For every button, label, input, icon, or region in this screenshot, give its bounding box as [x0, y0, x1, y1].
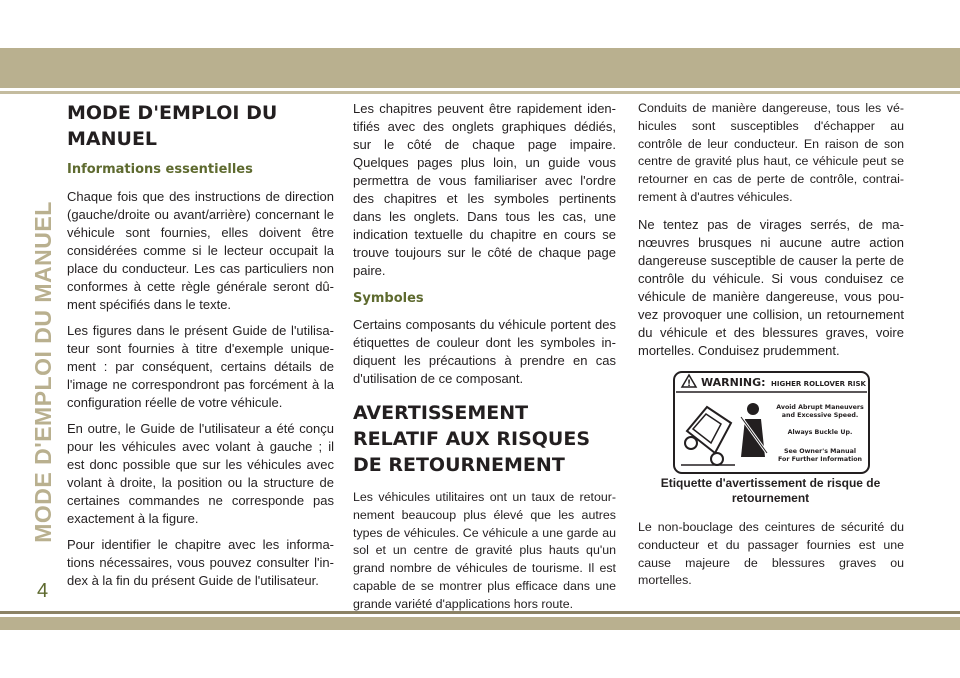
warning-label-line: Always Buckle Up. — [787, 429, 853, 436]
paragraph: Les véhicules utilitaires ont un taux de retour-nement beaucoup plus élevé que les autres types de véhicules. Ce véhicule a une garde au sol et un centre de gravité plus hauts qu'un grand nombre de véhicules de tourisme. Il est capable de se montrer plus efficace dans une grande variété d'applications hors route. — [353, 490, 616, 611]
section-heading-symboles: Symboles — [353, 291, 424, 306]
header-band — [0, 48, 960, 88]
paragraph: Chaque fois que des instructions de direction (gauche/droite ou avant/arrière) concernant le véhicule sont fournies, elles doivent être considérées comme si le lecteur occupait la place du conducteur. Les cas particuliers non conformes à cette règle générale seront dû-ment spécifiés dans le texte. — [67, 189, 334, 312]
section-heading-informations: Informations essentielles — [67, 162, 253, 177]
paragraph: Le non-bouclage des ceintures de sécurité du conducteur et du passager fournies est une cause majeure de blessures graves ou mortelles. — [638, 520, 904, 588]
warning-label-line: For Further Information — [777, 456, 863, 463]
column-3-bottom — [638, 519, 904, 590]
svg-text:!: ! — [686, 379, 692, 389]
rollover-vehicle-icon — [679, 397, 737, 467]
paragraph: Certains composants du véhicule portent des étiquettes de couleur dont les symboles in-diquent les précautions à prendre en cas d'utilisation de ce composant. — [353, 317, 616, 386]
side-chapter-title: MODE D'EMPLOI DU MANUEL — [30, 201, 56, 543]
rollover-warning-label-image — [673, 371, 870, 474]
column-2 — [353, 100, 616, 614]
warning-label-line: Avoid Abrupt Maneuvers — [776, 404, 864, 411]
paragraph: Les figures dans le présent Guide de l'utilisa-teur sont fournies à titre d'exemple unique-ment : par conséquent, certains détails de l'image ne correspondront pas forcément à la configuration réelle de votre véhicule. — [67, 323, 334, 410]
paragraph: Pour identifier le chapitre avec les informa-tions nécessaires, vous pouvez consulter l'in-dex à la fin du présent Guide de l'utilisateur. — [67, 537, 334, 588]
figure-caption: Etiquette d'avertissement de risque de retournement — [660, 476, 881, 505]
page-title: MODE D'EMPLOI DU MANUEL — [67, 102, 278, 150]
warning-label-line: See Owner's Manual — [783, 448, 857, 455]
paragraph: Les chapitres peuvent être rapidement iden-tifiés avec des onglets graphiques dédiés, sur le côté de chaque page impaire. Quelques pages plus loin, un guide vous permettra de vous familiariser avec l'ordre des chapitres et les symboles pertinents dans les onglets. Dans tous les cas, une indication textuelle du chapitre en cours se trouve toujours sur le côté de chaque page paire. — [353, 101, 616, 278]
warning-label-line: and Excessive Speed. — [781, 412, 859, 419]
header-rule — [0, 91, 960, 94]
paragraph: Conduits de manière dangereuse, tous les vé-hicules sont susceptibles d'échapper au contrôle de leur conducteur. En raison de son centre de gravité plus haut, ce véhicule peut se retourner en cas de perte de contrôle, contrai-rement à d'autres véhicules. — [638, 101, 904, 204]
footer-rule — [0, 611, 960, 614]
column-1 — [67, 100, 334, 590]
warning-label-risk: HIGHER ROLLOVER RISK — [771, 380, 866, 388]
footer-band — [0, 617, 960, 630]
page-number: 4 — [37, 580, 49, 602]
column-3 — [638, 100, 904, 360]
paragraph: Ne tentez pas de virages serrés, de ma-nœuvres brusques ni aucune autre action dangereuse susceptible de causer la perte de contrôle du véhicule. Si vous conduisez ce véhicule de manière dangereuse, vous pou-vez provoquer une collision, un retournement du véhicule et des blessures graves, voire mortelles. Conduisez prudemment. — [638, 216, 904, 358]
paragraph: En outre, le Guide de l'utilisateur a été conçu pour les véhicules avec volant à gauche ; il est donc possible que sur les véhicules avec volant à droite, la position ou la structure de certaines commandes ne corresponde pas exactement à la figure. — [67, 421, 334, 526]
warning-label-title: WARNING: — [701, 376, 766, 389]
section-heading-rollover-warning: AVERTISSEMENT RELATIF AUX RISQUES DE RETOURNEMENT — [353, 402, 591, 476]
